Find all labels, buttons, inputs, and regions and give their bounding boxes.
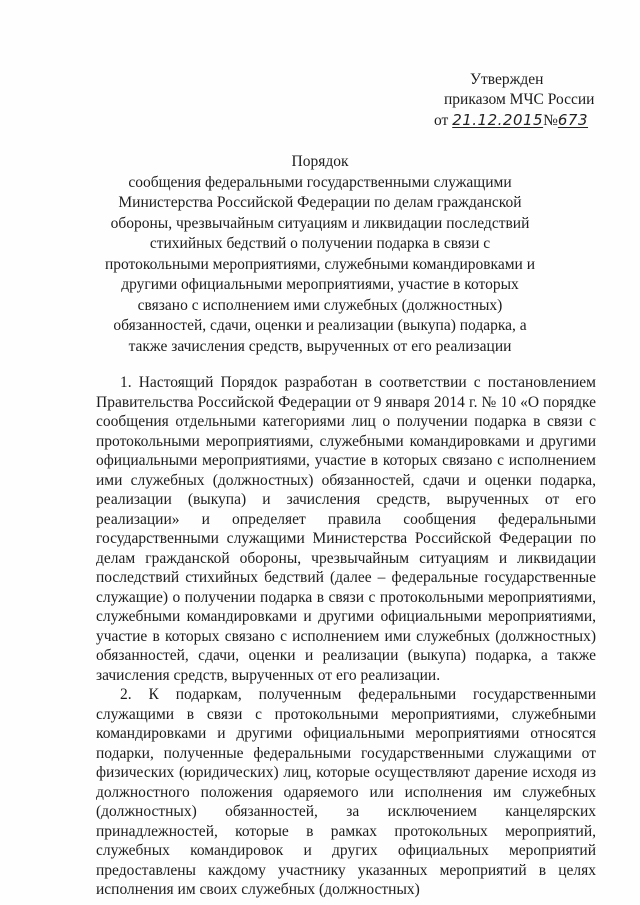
approval-date-line — [420, 110, 620, 131]
approval-date-prefix: от — [434, 112, 449, 129]
document-heading: Порядок — [291, 153, 349, 170]
document-body — [96, 373, 596, 900]
approval-number-sign: № — [543, 112, 558, 129]
approval-date-handwritten: 21.12.2015 — [452, 111, 544, 129]
document-subtitle: сообщения федеральными государственными служащими Министерства Российской Федерации по делам гражданской обороны, чрезвычайным ситуациям и ликвидации последствий стихийных бедствий о получении подарка в связи с протокольными мероприятиями, служебными командировками и другими официальными мероприятиями, участие в которых связано с исполнением ими служебных (должностных) обязанностей, сдачи, оценки и реализации (выкупа) подарка, а также зачисления средств, вырученных от его реализации — [104, 173, 536, 355]
approval-order-line: приказом МЧС России — [444, 91, 595, 108]
approval-number-handwritten: 673 — [557, 111, 589, 129]
document-title-block — [100, 152, 540, 357]
approval-label: Утвержден — [470, 71, 544, 88]
paragraph-1: 1. Настоящий Порядок разработан в соответствии с постановлением Правительства Российской Федерации от 9 января 2014 г. № 10 «О порядке сообщения отдельными категориями лиц о получении подарка в связи с протокольными мероприятиями, служебными командировками и другими официальными мероприятиями, участие в которых связано с исполнением ими служебных (должностных) обязанностей, сдачи и оценки подарка, реализации (выкупа) и зачисления средств, вырученных от его реализации» и определяет правила сообщения федеральными государственными служащими Министерства Российской Федерации по делам гражданской обороны, чрезвычайным ситуациям и ликвидации последствий стихийных бедствий (далее – федеральные государственные служащие) о получении подарка в связи с протокольными мероприятиями, служебными командировками и другими официальными мероприятиями, участие в которых связано с исполнением ими служебных (должностных) обязанностей, сдачи, оценки и реализации (выкупа) подарка, а также зачисления средств, вырученных от его реализации. — [96, 374, 596, 684]
paragraph-2: 2. К подаркам, полученным федеральными государственными служащими в связи с протокольными мероприятиями, служебными командировками и другими официальными мероприятиями относятся подарки, полученные федеральными государственными служащими от физических (юридических) лиц, которые осуществляют дарение исходя из должностного положения одаряемого или исполнения им служебных (должностных) обязанностей, за исключением канцелярских принадлежностей, которые в рамках протокольных мероприятий, служебных командировок и других официальных мероприятий предоставлены каждому участнику указанных мероприятий в целях исполнения им своих служебных (должностных) — [96, 686, 596, 898]
approval-stamp — [420, 70, 620, 131]
